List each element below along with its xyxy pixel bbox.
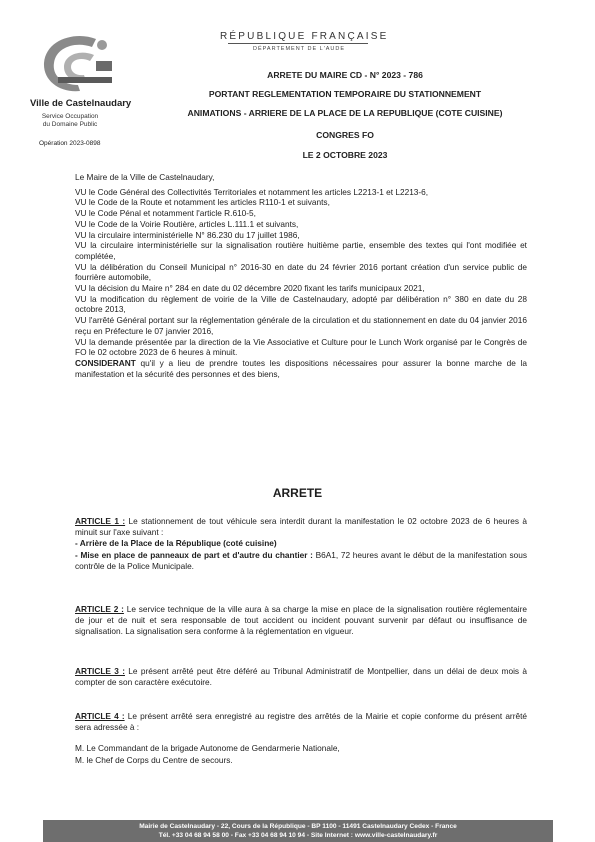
considerant-line: CONSIDERANT qu'il y a lieu de prendre toutes les dispositions nécessaires pour assurer la bonne marche de la manifestation et la sécurité des personnes et des biens, (75, 357, 527, 379)
preamble-line: VU la modification du règlement de voirie de la Ville de Castelnaudary, adopté par délibération n° 380 en date du 28 octobre 2013, (75, 293, 527, 315)
article-heading: ARTICLE 1 : (75, 516, 126, 526)
article-text: Le stationnement de tout véhicule sera interdit durant la manifestation le 02 octobre 2023 de 6 heures à minuit sur l'axe suivant : (75, 516, 527, 538)
service-line: du Domaine Public (42, 121, 98, 128)
preamble-line: VU la demande présentée par la direction de la Vie Associative et Culture pour le Lunch Work organisé par le Congrès de FO le 02 octobre 2023 de 6 heures à minuit. (75, 336, 527, 358)
operation-number: Opération 2023-0898 (39, 140, 101, 147)
arrete-heading: ARRETE (272, 486, 323, 500)
article-text: Le service technique de la ville aura à sa charge la mise en place de la signalisation routière réglementaire de jour et de nuit et sera responsable de tout accident ou incident pouvant survenir par défaut ou insuffisance de signalisation. La signalisation sera conforme à la réglementation en vigueur. (75, 604, 527, 637)
footer (43, 820, 553, 842)
footer-address: Mairie de Castelnaudary - 22, Cours de la République - BP 1100 - 11491 Castelnaudary Cedex - France (139, 823, 457, 830)
article-3 (75, 666, 527, 688)
article-2 (75, 604, 527, 638)
article-heading: ARTICLE 2 : (75, 604, 124, 614)
title-date: LE 2 OCTOBRE 2023 (302, 150, 388, 160)
article-item: - Mise en place de panneaux de part et d'autre du chantier : (75, 549, 313, 560)
service-line: Service Occupation (41, 113, 99, 120)
recipient: M. le Chef de Corps du Centre de secours. (75, 754, 233, 765)
preamble-line: VU le Code Pénal et notamment l'article R.610-5, (75, 208, 256, 219)
header-republique: RÉPUBLIQUE FRANÇAISE (220, 31, 389, 42)
recipient: M. Le Commandant de la brigade Autonome de Gendarmerie Nationale, (75, 743, 340, 754)
article-heading: ARTICLE 4 : (75, 711, 125, 721)
preamble-line: VU le Code de la Voirie Routière, articles L.111.1 et suivants, (75, 218, 299, 229)
footer-contact: Tél. +33 04 68 94 58 00 - Fax +33 04 68 94 10 94 - Site Internet : www.ville-castelnaudary.fr (158, 832, 438, 839)
article-heading: ARTICLE 3 : (75, 666, 125, 676)
preamble-line: VU la circulaire interministérielle sur la signalisation routière huitième partie, ensemble des textes qui l'ont modifiée et complétée, (75, 240, 527, 261)
preamble-line: VU la circulaire interministérielle N° 86.230 du 17 juillet 1986, (75, 229, 300, 240)
header-divider (228, 43, 368, 44)
preamble-line: VU le Code de la Route et notamment les articles R110-1 et suivants, (75, 197, 330, 208)
preamble-line: VU la délibération du Conseil Municipal n° 2016-30 en date du 24 février 2016 portant création d'un service public de fourrière automobile, (75, 261, 527, 283)
title-line: PORTANT REGLEMENTATION TEMPORAIRE DU STATIONNEMENT (208, 89, 482, 99)
arrete-number: ARRETE DU MAIRE CD - N° 2023 - 786 (267, 70, 423, 80)
preamble (75, 172, 527, 379)
article-item: - Arrière de la Place de la République (coté cuisine) (75, 538, 277, 549)
article-text: B6A1, 72 heures avant le début de la manifestation sous contrôle de la Police Municipale. (75, 549, 527, 571)
article-text: Le présent arrêté peut être déféré au Tribunal Administratif de Montpellier, dans un délai de deux mois à compter de son caractère exécutoire. (75, 666, 527, 688)
ville-name: Ville de Castelnaudary (30, 98, 132, 109)
service-name (40, 113, 100, 129)
article-4 (75, 711, 527, 766)
castelnaudary-logo-icon (38, 33, 118, 95)
article-text: Le présent arrêté sera enregistré au registre des arrêtés de la Mairie et copie conforme du présent arrêté sera adressée à : (75, 711, 527, 733)
preamble-line: VU le Code Général des Collectivités Territoriales et notamment les articles L2213-1 et L2213-6, (75, 186, 429, 197)
preamble-line: VU la décision du Maire n° 284 en date du 02 décembre 2020 fixant les tarifs municipaux 2021, (75, 283, 425, 294)
preamble-line: VU l'arrêté Général portant sur la réglementation générale de la circulation et du stationnement en date du 04 janvier 2016 reçu en Préfecture le 07 janvier 2016, (75, 315, 527, 336)
title-line: CONGRES FO (316, 130, 374, 140)
preamble-line: Le Maire de la Ville de Castelnaudary, (75, 172, 215, 182)
article-1 (75, 516, 527, 572)
header-departement: DÉPARTEMENT DE L'AUDE (253, 46, 346, 52)
title-line: ANIMATIONS - ARRIERE DE LA PLACE DE LA REPUBLIQUE (COTE CUISINE) (187, 108, 503, 118)
